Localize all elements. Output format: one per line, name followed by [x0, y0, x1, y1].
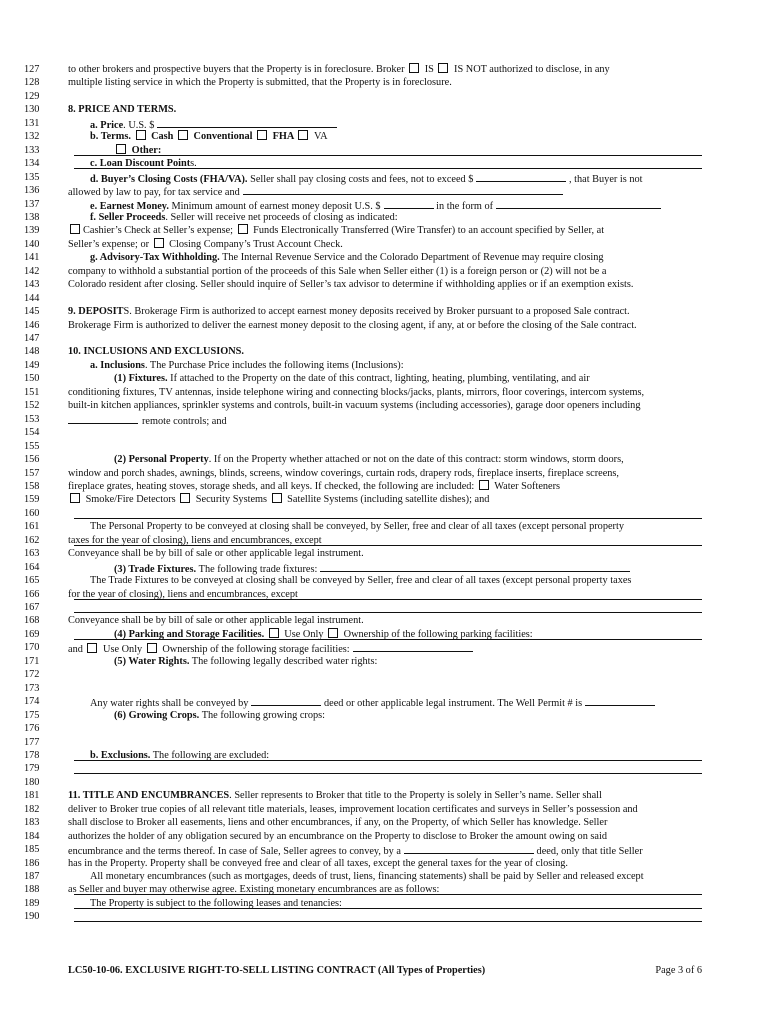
line-157 [0, 467, 770, 480]
line-text: deliver to Broker true copies of all relevant title materials, leases, improvement location certificates and surveys in Seller’s possession and [68, 803, 638, 815]
line-146 [0, 319, 770, 332]
line-130 [0, 103, 770, 116]
line-number: 127 [24, 64, 40, 75]
line-number: 166 [24, 588, 40, 600]
line-number: 185 [24, 844, 40, 856]
line-number: 133 [24, 144, 40, 156]
line-171 [0, 655, 770, 668]
line-text: The Property is subject to the following leases and tenancies: [90, 897, 342, 909]
line-number: 130 [24, 104, 40, 116]
line-number: 186 [24, 857, 40, 869]
checkbox-icon[interactable] [178, 130, 188, 140]
line-text: Colorado resident after closing. Seller should inquire of Seller’s tax advisor to determine if withholding applies or if an exemption exists. [68, 279, 634, 291]
line-178 [0, 749, 770, 762]
line-134 [0, 157, 770, 170]
line-132 [0, 130, 770, 143]
line-number: 155 [24, 440, 40, 452]
line-number: 189 [24, 897, 40, 909]
line-text: to other brokers and prospective buyers that the Property is in foreclosure. Broker IS IS NOT authorized to disclose, in any [68, 64, 610, 75]
line-text: conditioning fixtures, TV antennas, inside telephone wiring and connecting blocks/jacks, plants, mirrors, floor coverings, intercom systems, [68, 386, 645, 398]
line-number: 181 [24, 790, 40, 802]
line-number: 170 [24, 642, 40, 654]
line-text: The Personal Property to be conveyed at closing shall be conveyed, by Seller, free and clear of all taxes (except personal property [90, 521, 624, 533]
line-number: 147 [24, 333, 40, 344]
line-number: 139 [24, 225, 40, 237]
line-140 [0, 238, 770, 251]
line-183 [0, 816, 770, 829]
line-text: window and porch shades, awnings, blinds, screens, window coverings, curtain rods, drapery rods, fireplace inserts, fireplace screens, [68, 467, 620, 479]
line-number: 182 [24, 803, 40, 815]
line-173 [0, 682, 770, 695]
line-174 [0, 695, 770, 708]
line-131 [0, 117, 770, 130]
line-163 [0, 547, 770, 560]
line-188 [0, 883, 770, 896]
line-142 [0, 265, 770, 278]
fill-in-blank[interactable] [476, 171, 566, 182]
line-number: 153 [24, 413, 40, 425]
line-167 [0, 601, 770, 614]
line-text: e. Earnest Money. Minimum amount of earnest money deposit U.S. $ in the form of [68, 198, 702, 213]
line-number: 151 [24, 386, 40, 398]
fill-in-blank[interactable] [243, 184, 563, 195]
line-number: 176 [24, 723, 40, 735]
line-number: 132 [24, 131, 40, 143]
line-133 [0, 144, 770, 157]
line-text: 9. DEPOSITS. Brokerage Firm is authorized to accept earnest money deposits received by Broker pursuant to a proposed Sale contract. [68, 306, 630, 318]
fill-in-blank[interactable] [251, 695, 321, 706]
checkbox-icon[interactable] [180, 493, 190, 503]
line-number: 157 [24, 467, 40, 479]
fill-in-line[interactable] [74, 602, 702, 613]
line-number: 178 [24, 749, 40, 761]
checkbox-icon[interactable] [272, 493, 282, 503]
line-text: Conveyance shall be by bill of sale or other applicable legal instrument. [68, 548, 364, 560]
line-number: 159 [24, 494, 40, 506]
line-number: 180 [24, 776, 40, 788]
line-text: 8. PRICE AND TERMS. [68, 104, 177, 116]
line-number: 190 [24, 911, 40, 923]
line-text: Brokerage Firm is authorized to deliver the earnest money deposit to the closing agent, if any, at or before the closing of the Sale contract. [68, 319, 637, 331]
line-number: 136 [24, 185, 40, 197]
line-text: taxes for the year of closing), liens and encumbrances, except [68, 534, 322, 546]
line-139 [0, 224, 770, 237]
fill-in-blank[interactable] [157, 117, 337, 128]
line-150 [0, 372, 770, 385]
checkbox-icon[interactable] [70, 493, 80, 503]
line-number: 163 [24, 548, 40, 560]
fill-in-line[interactable] [74, 884, 702, 895]
line-text: d. Buyer’s Closing Costs (FHA/VA). Seller shall pay closing costs and fees, not to exceed $ , that Buyer is not [68, 171, 702, 186]
line-number: 175 [24, 709, 40, 721]
line-152 [0, 399, 770, 412]
line-168 [0, 614, 770, 627]
line-160 [0, 507, 770, 520]
line-129 [0, 90, 770, 103]
line-161 [0, 520, 770, 533]
line-166 [0, 588, 770, 601]
line-text: 10. INCLUSIONS AND EXCLUSIONS. [68, 346, 244, 358]
line-155 [0, 440, 770, 453]
checkbox-icon[interactable] [257, 130, 267, 140]
line-text: company to withhold a substantial portion of the proceeds of this Sale when Seller either (1) is a foreign person or (2) will not be a [68, 265, 607, 277]
line-143 [0, 278, 770, 291]
line-text: remote controls; and [68, 413, 702, 428]
line-184 [0, 830, 770, 843]
line-number: 158 [24, 480, 40, 492]
line-text: b. Exclusions. The following are excluded: [90, 749, 270, 761]
line-number: 188 [24, 884, 40, 896]
line-156 [0, 453, 770, 466]
line-145 [0, 305, 770, 318]
line-154 [0, 426, 770, 439]
line-text: for the year of closing), liens and encumbrances, except [68, 588, 298, 600]
line-text: and Use Only Ownership of the following storage facilities: [68, 641, 702, 656]
line-185 [0, 843, 770, 856]
line-text: f. Seller Proceeds. Seller will receive net proceeds of closing as indicated: [90, 211, 398, 223]
line-number: 128 [24, 77, 40, 89]
line-text: Other: [68, 144, 702, 157]
fill-in-line[interactable] [74, 158, 702, 169]
line-number: 179 [24, 763, 40, 775]
line-text: a. Price. U.S. $ [68, 117, 702, 132]
line-text: has in the Property. Property shall be conveyed free and clear of all taxes, except the general taxes for the year of closing. [68, 857, 568, 869]
fill-in-blank[interactable] [404, 843, 534, 854]
checkbox-icon[interactable] [298, 130, 308, 140]
line-text: 11. TITLE AND ENCUMBRANCES. Seller represents to Broker that title to the Property is solely in Seller’s name. Seller shall [68, 790, 602, 802]
line-127 [0, 63, 770, 76]
line-number: 173 [24, 682, 40, 694]
line-164 [0, 561, 770, 574]
fill-in-line[interactable] [74, 535, 702, 546]
fill-in-blank[interactable] [320, 561, 630, 572]
line-number: 148 [24, 346, 40, 358]
line-number: 134 [24, 158, 40, 170]
fill-in-blank[interactable] [353, 641, 473, 652]
line-text: All monetary encumbrances (such as mortgages, deeds of trust, liens, financing statements) shall be paid by Seller and released except [90, 871, 644, 882]
line-148 [0, 345, 770, 358]
line-number: 187 [24, 871, 40, 882]
line-175 [0, 709, 770, 722]
line-text: Any water rights shall be conveyed by deed or other applicable legal instrument. The Well Permit # is [68, 695, 702, 710]
line-number: 129 [24, 90, 40, 102]
line-number: 152 [24, 400, 40, 412]
line-number: 140 [24, 238, 40, 250]
line-number: 142 [24, 265, 40, 277]
line-151 [0, 386, 770, 399]
checkbox-icon[interactable] [479, 480, 489, 490]
fill-in-line[interactable] [74, 145, 702, 156]
line-number: 150 [24, 373, 40, 385]
fill-in-blank[interactable] [496, 198, 661, 209]
line-text: Smoke/Fire Detectors Security Systems Satellite Systems (including satellite dishes); and [68, 493, 702, 506]
line-number: 160 [24, 507, 40, 519]
footer-form-id: LC50-10-06. EXCLUSIVE RIGHT-TO-SELL LISTING CONTRACT (All Types of Properties) [68, 965, 486, 976]
line-141 [0, 251, 770, 264]
line-number: 162 [24, 534, 40, 546]
line-text: The Trade Fixtures to be conveyed at closing shall be conveyed by Seller, free and clear of all taxes (except personal property taxes [90, 575, 632, 587]
line-147 [0, 332, 770, 345]
line-number: 143 [24, 279, 40, 291]
line-text: (2) Personal Property. If on the Property whether attached or not on the date of this contract: storm windows, storm doors, [114, 454, 624, 466]
line-186 [0, 857, 770, 870]
line-number: 169 [24, 628, 40, 640]
line-177 [0, 736, 770, 749]
line-number: 138 [24, 211, 40, 223]
line-number: 135 [24, 171, 40, 183]
line-number: 144 [24, 292, 40, 304]
footer [68, 965, 702, 976]
line-number: 156 [24, 454, 40, 466]
line-number: 145 [24, 306, 40, 318]
line-text: b. Terms. Cash Conventional FHA VA [90, 131, 328, 143]
line-159 [0, 493, 770, 506]
line-number: 184 [24, 830, 40, 842]
fill-in-line[interactable] [74, 763, 702, 774]
line-149 [0, 359, 770, 372]
line-153 [0, 413, 770, 426]
line-144 [0, 292, 770, 305]
fill-in-blank[interactable] [384, 198, 434, 209]
checkbox-icon[interactable] [154, 238, 164, 248]
line-text: Conveyance shall be by bill of sale or other applicable legal instrument. [68, 615, 364, 627]
line-text: (1) Fixtures. If attached to the Property on the date of this contract, lighting, heating, plumbing, ventilating, and air [114, 373, 590, 385]
fill-in-blank[interactable] [585, 695, 655, 706]
line-180 [0, 776, 770, 789]
line-text: g. Advisory-Tax Withholding. The Internal Revenue Service and the Colorado Department of Revenue may require closing [90, 252, 604, 264]
line-text: (5) Water Rights. The following legally described water rights: [114, 655, 378, 667]
line-number: 149 [24, 359, 40, 371]
fill-in-line[interactable] [74, 911, 702, 922]
line-162 [0, 534, 770, 547]
checkbox-icon[interactable] [238, 224, 248, 234]
line-text: Seller’s expense; or Closing Company’s Trust Account Check. [68, 238, 343, 250]
line-text: (6) Growing Crops. The following growing crops: [114, 709, 325, 721]
line-text: c. Loan Discount Points. [90, 158, 197, 170]
line-text: Cashier’s Check at Seller’s expense; Funds Electronically Transferred (Wire Transfer) to an account specified by Seller, at [68, 224, 702, 237]
line-172 [0, 668, 770, 681]
fill-in-line[interactable] [74, 750, 702, 761]
line-137 [0, 198, 770, 211]
fill-in-line[interactable] [74, 508, 702, 519]
line-128 [0, 76, 770, 89]
line-170 [0, 641, 770, 654]
line-176 [0, 722, 770, 735]
line-135 [0, 171, 770, 184]
line-text: authorizes the holder of any obligation secured by an encumbrance on the Property to disclose to Broker the amount owing on said [68, 830, 608, 842]
line-text: multiple listing service in which the Property is submitted, that the Property is in foreclosure. [68, 77, 452, 89]
fill-in-line[interactable] [74, 589, 702, 600]
line-number: 137 [24, 198, 40, 210]
line-179 [0, 762, 770, 775]
line-158 [0, 480, 770, 493]
line-text: (3) Trade Fixtures. The following trade fixtures: [68, 561, 702, 576]
line-number: 177 [24, 736, 40, 748]
line-text: (4) Parking and Storage Facilities. Use Only Ownership of the following parking facilities: [114, 628, 533, 640]
line-number: 141 [24, 252, 40, 264]
line-text: encumbrance and the terms thereof. In case of Sale, Seller agrees to convey, by a deed, only that title Seller [68, 843, 702, 858]
line-text: a. Inclusions. The Purchase Price includes the following items (Inclusions): [90, 359, 404, 371]
line-number: 131 [24, 117, 40, 129]
line-number: 165 [24, 575, 40, 587]
line-169 [0, 628, 770, 641]
line-number: 174 [24, 696, 40, 708]
footer-page-number: Page 3 of 6 [655, 965, 702, 976]
checkbox-icon[interactable] [87, 643, 97, 653]
line-190 [0, 910, 770, 923]
line-182 [0, 803, 770, 816]
line-165 [0, 574, 770, 587]
checkbox-icon[interactable] [136, 130, 146, 140]
checkbox-icon[interactable] [70, 224, 80, 234]
line-number: 167 [24, 602, 40, 613]
fill-in-blank[interactable] [68, 413, 138, 424]
line-138 [0, 211, 770, 224]
fill-in-line[interactable] [74, 629, 702, 640]
checkbox-icon[interactable] [409, 63, 419, 73]
line-number: 168 [24, 615, 40, 627]
line-number: 183 [24, 817, 40, 829]
checkbox-icon[interactable] [147, 643, 157, 653]
line-number: 171 [24, 655, 40, 667]
line-number: 161 [24, 521, 40, 533]
line-181 [0, 789, 770, 802]
line-text: built-in kitchen appliances, sprinkler systems and controls, built-in vacuum systems (including accessories), garage door openers including [68, 400, 641, 412]
checkbox-icon[interactable] [438, 63, 448, 73]
line-number: 146 [24, 319, 40, 331]
line-text: as Seller and buyer may otherwise agree. Existing monetary encumbrances are as follows: [68, 884, 440, 896]
line-187 [0, 870, 770, 883]
line-136 [0, 184, 770, 197]
line-text: allowed by law to pay, for tax service and [68, 184, 702, 199]
line-text: fireplace grates, heating stoves, storage sheds, and all keys. If checked, the following are included: Water Softeners [68, 480, 561, 492]
line-189 [0, 897, 770, 910]
fill-in-line[interactable] [74, 898, 702, 909]
line-number: 172 [24, 669, 40, 681]
line-number: 164 [24, 561, 40, 573]
line-text: shall disclose to Broker all easements, liens and other encumbrances, if any, on the Property, of which Seller has knowledge. Seller [68, 817, 608, 829]
line-number: 154 [24, 427, 40, 439]
